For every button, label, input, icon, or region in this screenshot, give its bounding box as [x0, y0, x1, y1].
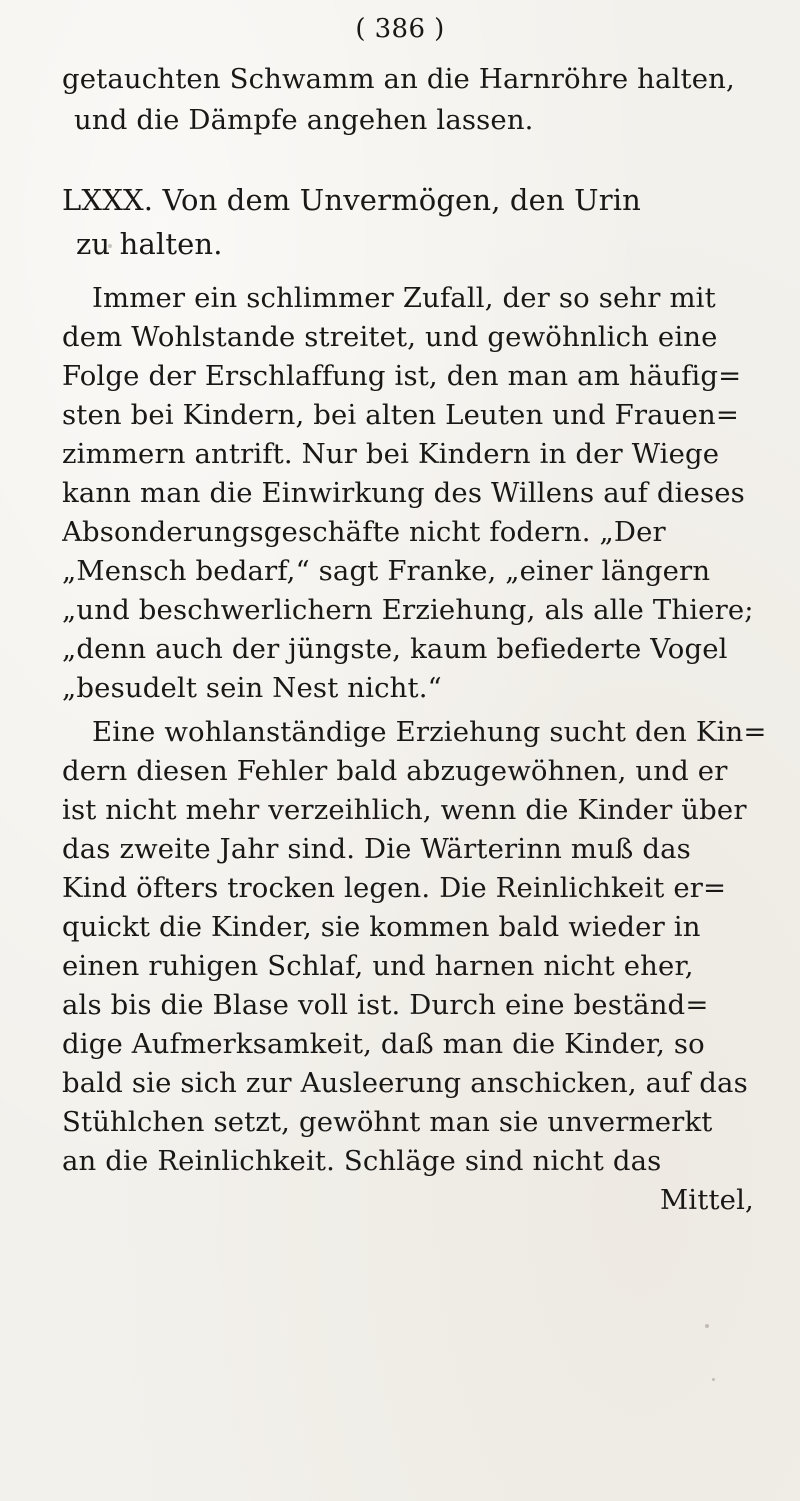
- paragraph-line: dige Aufmerksamkeit, daß man die Kinder, so: [62, 1028, 705, 1060]
- paragraph-line: Absonderungsgeschäfte nicht fodern. „Der: [62, 516, 666, 548]
- paragraph-line: sten bei Kindern, bei alten Leuten und Frauen=: [62, 399, 740, 431]
- chapter-heading: LXXX. Von dem Unvermögen, den Urin: [62, 183, 642, 217]
- quote-line: „besudelt sein Nest nicht.“: [62, 672, 442, 704]
- chapter-heading-continued: zu halten.: [76, 227, 223, 261]
- quote-line: „und beschwerlichern Erziehung, als alle Thiere;: [62, 594, 754, 626]
- paragraph-line: bald sie sich zur Ausleerung anschicken, auf das: [62, 1067, 748, 1099]
- paragraph-line: ist nicht mehr verzeihlich, wenn die Kinder über: [62, 794, 747, 826]
- paragraph-line: kann man die Einwirkung des Willens auf dieses: [62, 477, 745, 509]
- paragraph-line: das zweite Jahr sind. Die Wärterinn muß das: [62, 833, 691, 865]
- paper-speck: [108, 244, 112, 248]
- text-line: getauchten Schwamm an die Harnröhre halten,: [62, 63, 735, 95]
- paragraph-line: Eine wohlanständige Erziehung sucht den Kin=: [92, 716, 767, 748]
- paper-speck: [712, 1378, 715, 1381]
- paragraph-line: an die Reinlichkeit. Schläge sind nicht das: [62, 1145, 662, 1177]
- paragraph-line: Stühlchen setzt, gewöhnt man sie unvermerkt: [62, 1106, 713, 1138]
- paragraph-line: Kind öfters trocken legen. Die Reinlichkeit er=: [62, 872, 727, 904]
- paragraph-line: quickt die Kinder, sie kommen bald wieder in: [62, 911, 701, 943]
- paragraph-line: einen ruhigen Schlaf, und harnen nicht eher,: [62, 950, 694, 982]
- paragraph-line: zimmern antrift. Nur bei Kindern in der Wiege: [62, 438, 720, 470]
- paper-speck: [705, 1324, 709, 1328]
- paragraph-line: als bis die Blase voll ist. Durch eine beständ=: [62, 989, 709, 1021]
- paragraph-line: dern diesen Fehler bald abzugewöhnen, und er: [62, 755, 728, 787]
- catchword: Mittel,: [660, 1184, 754, 1216]
- text-line: und die Dämpfe angehen lassen.: [74, 104, 534, 136]
- paragraph-line: dem Wohlstande streitet, und gewöhnlich eine: [62, 321, 718, 353]
- paragraph-line: Immer ein schlimmer Zufall, der so sehr mit: [92, 282, 716, 314]
- paragraph-line: Folge der Erschlaffung ist, den man am häufig=: [62, 360, 742, 392]
- page-number: ( 386 ): [355, 14, 445, 44]
- quote-line: „denn auch der jüngste, kaum befiederte Vogel: [62, 633, 728, 665]
- quote-line: „Mensch bedarf,“ sagt Franke, „einer längern: [62, 555, 711, 587]
